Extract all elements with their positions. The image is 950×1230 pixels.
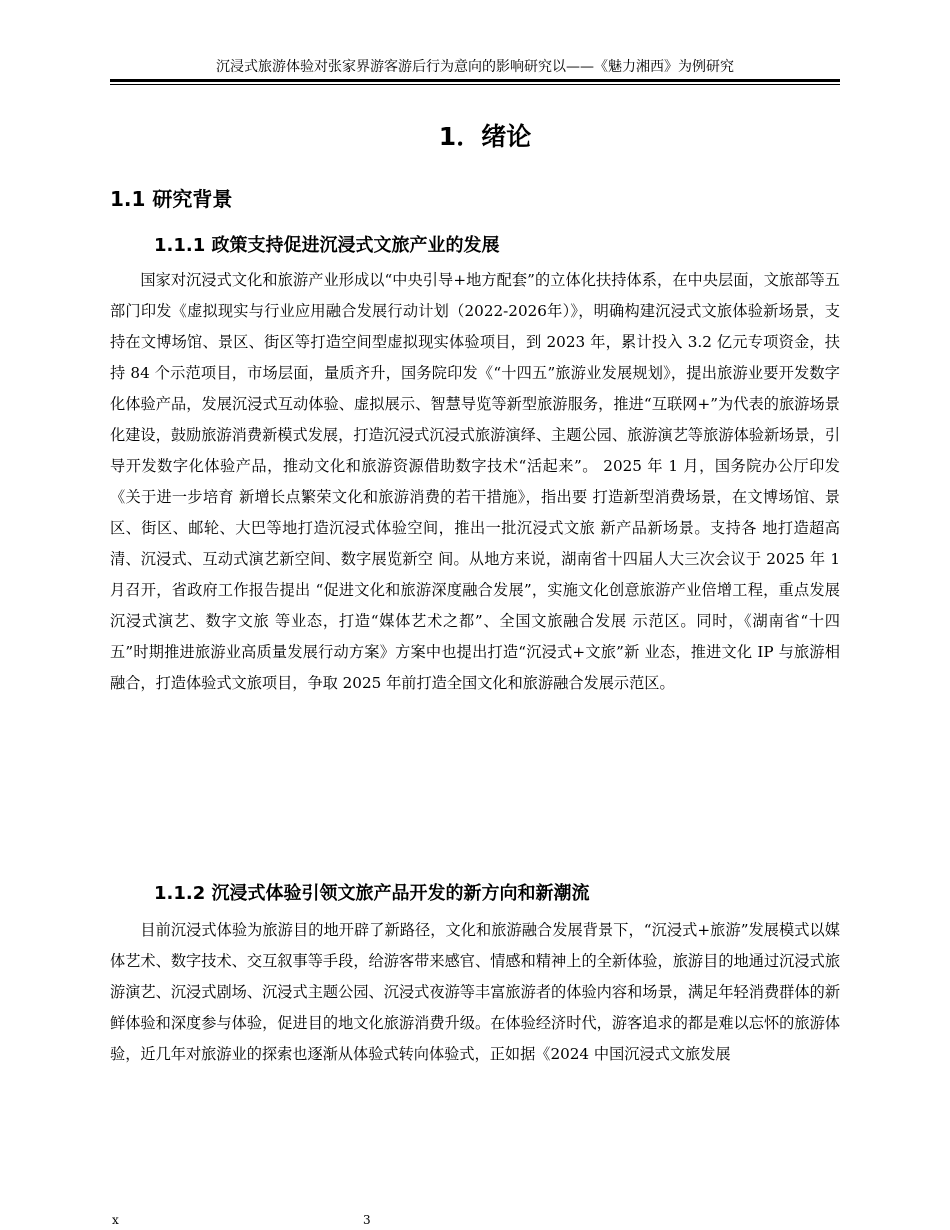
subsection-title-policy: 1.1.1 政策支持促进沉浸式文旅产业的发展: [154, 235, 500, 256]
footer-mark: x: [112, 1213, 119, 1227]
running-header: 沉浸式旅游体验对张家界游客游后行为意向的影响研究以——《魅力湘西》为例研究: [216, 59, 734, 75]
paragraph-policy: 国家对沉浸式文化和旅游产业形成以“中央引导+地方配套”的立体化扶持体系，在中央层面，文旅部等五部门印发《虚拟现实与行业应用融合发展行动计划（2022-2026年）》，明确构建沉浸式文旅体验新场景，支持在文博场馆、景区、街区等打造空间型虚拟现实体验项目，到 2023 年，累计投入 3.2 亿元专项资金，扶持 84 个示范项目，市场层面，量质齐升，国务院印发《“十四五”旅游业发展规划》，提出旅游业要开发数字化体验产品，发展沉浸式互动体验、虚拟展示、智慧导览等新型旅游服务，推进“互联网+”为代表的旅游场景化建设，鼓励旅游消费新模式发展，打造沉浸式沉浸式旅游演绎、主题公园、旅游演艺等旅游体验新场景，引导开发数字化体验产品，推动文化和旅游资源借助数字技术“活起来”。 2025 年 1 月，国务院办公厅印发《关于进一步培育 新增长点繁荣文化和旅游消费的若干措施》，指出要 打造新型消费场景，在文博场馆、景区、街区、邮轮、大巴等地打造沉浸式体验空间，推出一批沉浸式文旅 新产品新场景。支持各 地打造超高清、沉浸式、互动式演艺新空间、数字展览新空 间。从地方来说，湖南省十四届人大三次会议于 2025 年 1 月召开，省政府工作报告提出 “促进文化和旅游深度融合发展”，实施文化创意旅游产业倍增工程，重点发展沉浸式演艺、数字文旅 等业态，打造“媒体艺术之都”、全国文旅融合发展 示范区。同时，《湖南省“十四五”时期推进旅游业高质量发展行动方案》方案中也提出打造“沉浸式+文旅”新 业态，推进文化 IP 与旅游相融合，打造体验式文旅项目，争取 2025 年前打造全国文化和旅游融合发展示范区。: [110, 271, 840, 692]
chapter-title: 1．绪论: [438, 122, 532, 151]
header-rule-thin: [110, 84, 840, 85]
page-number: 3: [363, 1213, 371, 1227]
header-rule-thick: [110, 79, 840, 82]
section-title: 1.1 研究背景: [110, 187, 233, 211]
subsection-title-immersive-trend: 1.1.2 沉浸式体验引领文旅产品开发的新方向和新潮流: [154, 883, 590, 904]
paragraph-immersive-trend: 目前沉浸式体验为旅游目的地开辟了新路径，文化和旅游融合发展背景下，“沉浸式+旅游”发展模式以媒体艺术、数字技术、交互叙事等手段，给游客带来感官、情感和精神上的全新体验，旅游目的地通过沉浸式旅游演艺、沉浸式剧场、沉浸式主题公园、沉浸式夜游等丰富旅游者的体验内容和场景，满足年轻消费群体的新鲜体验和深度参与体验，促进目的地文化旅游消费升级。在体验经济时代，游客追求的都是难以忘怀的旅游体验，近几年对旅游业的探索也逐渐从体验式转向体验式，正如据《2024 中国沉浸式文旅发展: [110, 921, 840, 1063]
